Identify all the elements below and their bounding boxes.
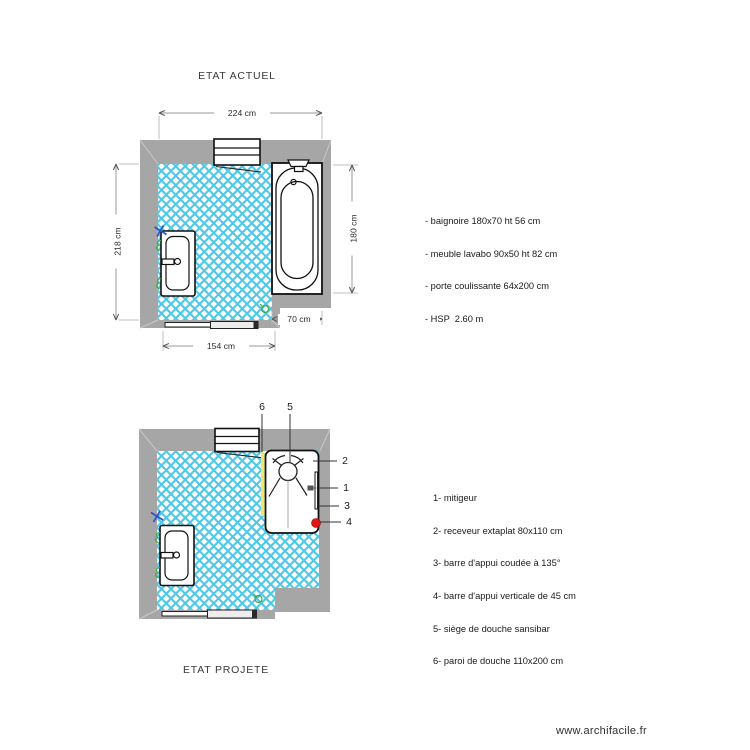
callout-5: 5 [287, 401, 293, 413]
callout-1: 1 [343, 482, 349, 494]
callout-6: 6 [259, 401, 265, 413]
note-line: - porte coulissante 64x200 cm [425, 281, 550, 292]
grab-bar-point [312, 519, 321, 528]
plan-etat-projete [139, 414, 341, 619]
vanity-sink [160, 526, 194, 586]
dim-bath-height: 180 cm [349, 202, 360, 256]
vanity-sink [161, 231, 195, 296]
shower-screen [261, 452, 265, 517]
legend-line: 6- paroi de douche 110x200 cm [433, 656, 564, 667]
legend-line: 1- mitigeur [433, 492, 477, 503]
note-line: - meuble lavabo 90x50 ht 82 cm [425, 248, 558, 259]
dim-height-left: 218 cm [113, 215, 124, 269]
callout-3: 3 [344, 500, 350, 512]
title-etat-actuel: ETAT ACTUEL [198, 70, 276, 82]
callout-4: 4 [346, 516, 352, 528]
bathtub [272, 160, 322, 294]
legend-line: 4- barre d'appui verticale de 45 cm [433, 590, 576, 601]
legend-line: 5- siège de douche sansibar [433, 623, 550, 634]
callout-2: 2 [342, 455, 348, 467]
grab-bar-vertical [315, 472, 318, 509]
note-line: - HSP 2.60 m [425, 313, 484, 324]
dim-alcove-width: 70 cm [278, 314, 320, 325]
shower-tray [261, 451, 321, 534]
dim-width-top: 224 cm [214, 108, 270, 119]
legend-line: 3- barre d'appui coudée à 135° [433, 558, 561, 569]
plan-etat-actuel [113, 110, 358, 351]
sliding-door [165, 322, 258, 329]
dim-width-bottom: 154 cm [193, 341, 249, 352]
watermark-archifacile: www.archifacile.fr [556, 725, 647, 737]
note-line: - baignoire 180x70 ht 56 cm [425, 215, 541, 226]
legend-etat-projete [433, 471, 576, 678]
notes-etat-actuel [425, 194, 557, 336]
legend-line: 2- receveur extaplat 80x110 cm [433, 525, 563, 536]
title-etat-projete: ETAT PROJETE [182, 664, 270, 676]
